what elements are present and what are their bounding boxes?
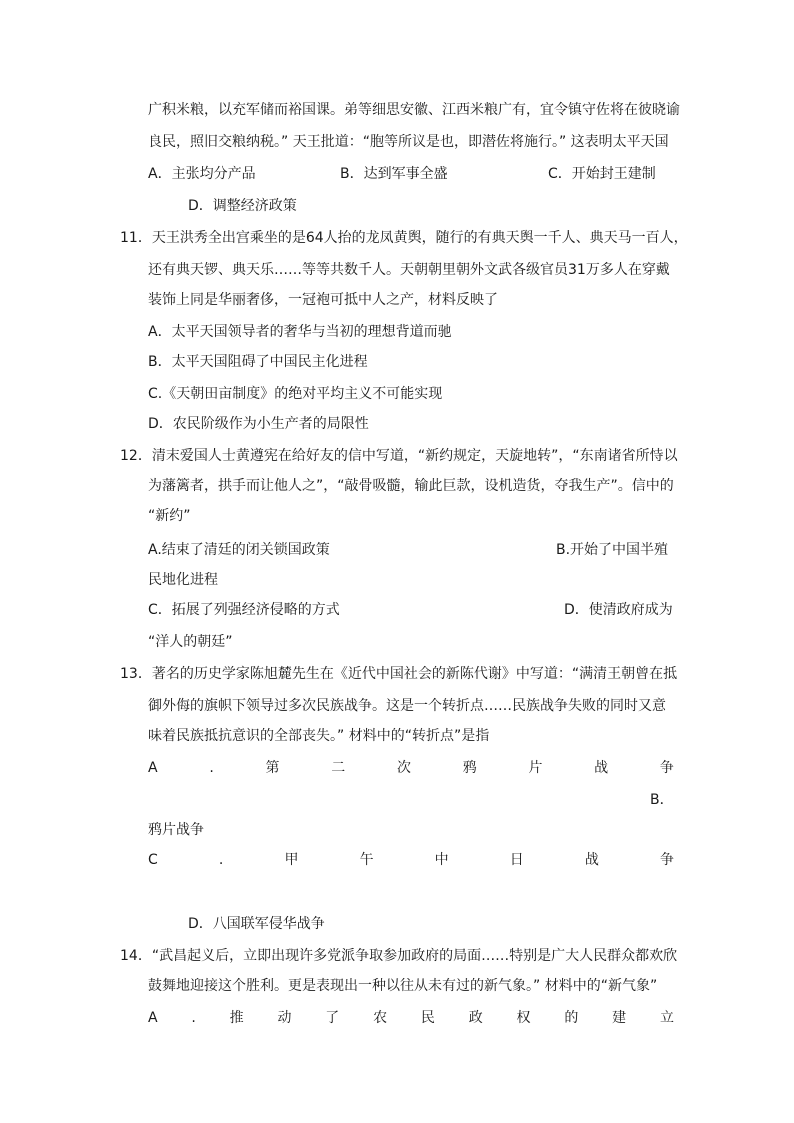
q10-option-d: D．调整经济政策 bbox=[188, 198, 297, 214]
q14-option-a-char: 推 bbox=[229, 1010, 244, 1026]
q13-option-a-char: 第 bbox=[265, 760, 280, 776]
q13-option-c-char: 中 bbox=[434, 852, 449, 868]
q14-option-a-char: 政 bbox=[468, 1010, 483, 1026]
q14-stem-line-2: 鼓舞地迎接这个胜利。更是表现出一种以往从未有过的新气象。” 材料中的“新气象” bbox=[148, 978, 658, 994]
q13-option-a-char: A bbox=[148, 760, 158, 776]
q13-option-c-char: 战 bbox=[584, 852, 599, 868]
q10-option-c: C．开始封王建制 bbox=[548, 166, 656, 182]
q13-option-c bbox=[148, 850, 674, 870]
q14-stem-line-1: 14．“武昌起义后，立即出现许多党派争取参加政府的局面……特别是广大人民群众都欢欣 bbox=[120, 948, 678, 964]
q13-option-a-char: 鸦 bbox=[462, 760, 477, 776]
q11-stem-line-3: 装饰上同是华丽奢侈，一冠袍可抵中人之产，材料反映了 bbox=[148, 292, 498, 308]
q13-option-b: B． bbox=[650, 792, 674, 808]
q13-option-d: D．八国联军侵华战争 bbox=[188, 916, 325, 932]
q14-option-a-char: 权 bbox=[516, 1010, 531, 1026]
q13-option-a-char: 次 bbox=[396, 760, 411, 776]
q13-stem-line-2: 御外侮的旗帜下领导过多次民族战争。这是一个转折点……民族战争失败的同时又意 bbox=[148, 698, 666, 714]
q12-option-b: B.开始了中国半殖 bbox=[556, 542, 669, 558]
q12-option-d-continued: “洋人的朝廷” bbox=[148, 634, 233, 650]
q13-option-c-char: 甲 bbox=[284, 852, 299, 868]
q12-stem-line-1: 12．清末爱国人士黄遵宪在给好友的信中写道，“新约规定，天旋地转”，“东南诸省所恃以 bbox=[120, 448, 678, 464]
q14-option-a-char: 建 bbox=[612, 1010, 627, 1026]
q11-stem-line-2: 还有典天锣、典天乐……等等共数千人。天朝朝里朝外文武各级官员31万多人在穿戴 bbox=[148, 262, 670, 278]
q14-option-a-char: 了 bbox=[325, 1010, 340, 1026]
q13-option-c-char: 争 bbox=[660, 852, 674, 868]
q11-option-a: A．太平天国领导者的奢华与当初的理想背道而驰 bbox=[148, 324, 452, 340]
q11-option-d: D．农民阶级作为小生产者的局限性 bbox=[148, 416, 369, 432]
q13-option-a bbox=[148, 758, 674, 778]
q13-option-a-char: 二 bbox=[331, 760, 346, 776]
q12-option-b-continued: 民地化进程 bbox=[148, 572, 218, 588]
q13-stem-line-1: 13．著名的历史学家陈旭麓先生在《近代中国社会的新陈代谢》中写道：“满清王朝曾在抵 bbox=[120, 666, 678, 682]
q12-option-c: C．拓展了列强经济侵略的方式 bbox=[148, 602, 340, 618]
q13-stem-line-3: 味着民族抵抗意识的全部丧失。” 材料中的“转折点”是指 bbox=[148, 728, 490, 744]
q10-option-a: A．主张均分产品 bbox=[148, 166, 256, 182]
q13-option-a-char: 片 bbox=[528, 760, 543, 776]
q12-option-a: A.结束了清廷的闭关锁国政策 bbox=[148, 542, 330, 558]
q13-option-c-char: 日 bbox=[509, 852, 524, 868]
q10-stem-line-1: 广积米粮，以充军储而裕国课。弟等细思安徽、江西米粮广有，宜令镇守佐将在彼晓谕 bbox=[148, 102, 680, 118]
q13-option-a-char: . bbox=[209, 760, 214, 776]
q12-option-d: D．使清政府成为 bbox=[564, 602, 673, 618]
q13-option-c-char: C bbox=[148, 852, 158, 868]
q12-stem-line-3: “新约” bbox=[148, 508, 191, 524]
q14-option-a-char: . bbox=[191, 1010, 196, 1026]
q14-option-a-char: 的 bbox=[564, 1010, 579, 1026]
q14-option-a-char: 动 bbox=[277, 1010, 292, 1026]
q14-option-a-char: 农 bbox=[373, 1010, 388, 1026]
q13-option-a-char: 争 bbox=[659, 760, 674, 776]
q13-option-a-char: 战 bbox=[594, 760, 609, 776]
q13-option-b-continued: 鸦片战争 bbox=[148, 822, 204, 838]
q13-option-c-char: 午 bbox=[359, 852, 374, 868]
q11-option-c: C.《天朝田亩制度》的绝对平均主义不可能实现 bbox=[148, 386, 443, 402]
q14-option-a-char: A bbox=[148, 1010, 158, 1026]
q11-option-b: B．太平天国阻碍了中国民主化进程 bbox=[148, 354, 368, 370]
q12-stem-line-2: 为藩篱者，拱手而让他人之”，“敲骨吸髓，输此巨款，设机造货，夺我生产”。信中的 bbox=[148, 478, 674, 494]
q13-option-c-char: . bbox=[218, 852, 224, 868]
q10-option-b: B．达到军事全盛 bbox=[340, 166, 448, 182]
q10-stem-line-2: 良民，照旧交粮纳税。” 天王批道：“胞等所议是也，即潜佐将施行。” 这表明太平天国 bbox=[148, 134, 669, 150]
q14-option-a-char: 立 bbox=[659, 1010, 674, 1026]
q14-option-a-char: 民 bbox=[420, 1010, 435, 1026]
q14-option-a bbox=[148, 1008, 674, 1028]
q11-stem-line-1: 11．天王洪秀全出宫乘坐的是64人抬的龙凤黄舆，随行的有典天舆一千人、典天马一百人， bbox=[120, 230, 688, 246]
